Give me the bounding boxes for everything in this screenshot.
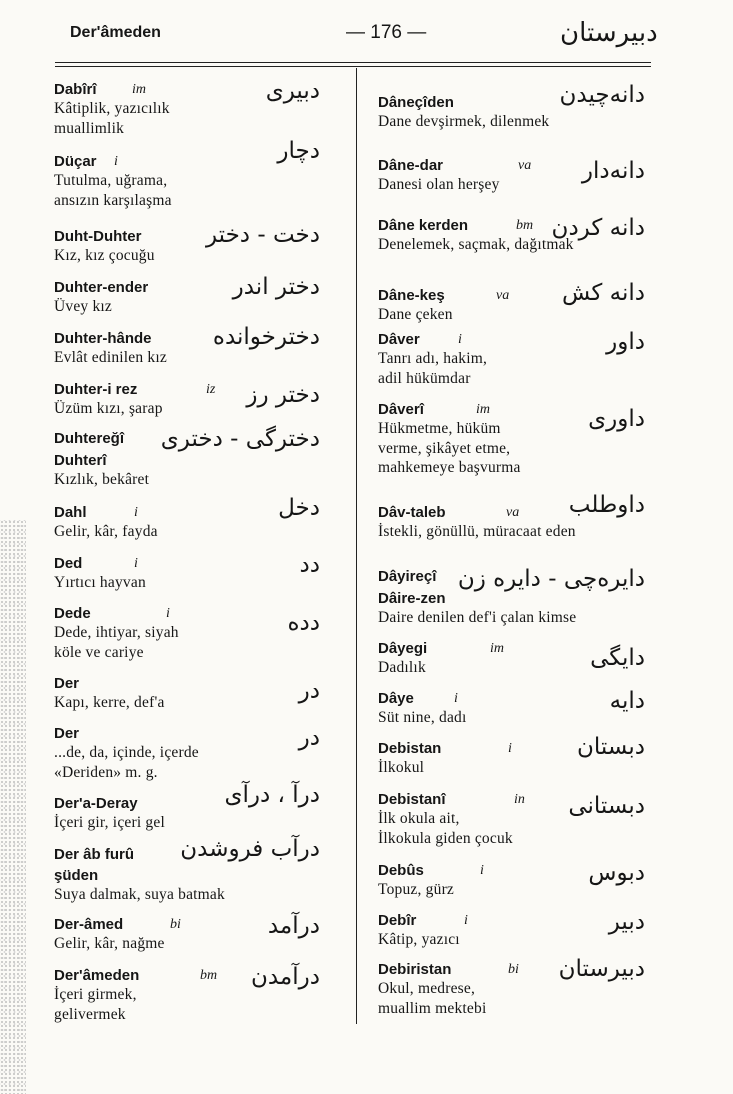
entry-headword-line [378,639,504,658]
entry-headword-line [378,400,521,419]
entry-arabic-script: دبيرى [265,78,320,104]
dictionary-entry [54,724,199,782]
dictionary-entry [378,911,468,950]
entry-pos: i [134,556,138,571]
dictionary-entry [54,152,172,210]
entry-definition: Dede, ihtiyar, siyah [54,624,179,641]
entry-headword-line [54,845,134,864]
entry-arabic-script: دختر اندر [232,274,320,300]
dictionary-entry [54,380,216,419]
entry-arabic-script: دخترگى - دخترى [160,426,320,452]
entry-arabic-script: دانه كش [562,280,645,306]
entry-pos: i [134,505,138,520]
dictionary-entry [54,451,149,490]
entry-definition: adil hükümdar [378,369,471,387]
entry-headword: Duhtereğî [54,430,125,447]
entry-definition: Gelir, kâr, fayda [54,523,158,540]
entry-headword: Debistanî [378,791,446,808]
entry-pos: va [518,158,532,173]
entry-definition: Tanrı adı, hakim, [378,350,488,367]
dictionary-entry [54,866,225,905]
entry-definition: Topuz, gürz [378,881,455,898]
entry-arabic-script: دخل [278,495,320,521]
entry-arabic-script: دد [299,552,320,578]
entry-pos: im [132,82,146,97]
dictionary-entry [54,278,148,317]
entry-arabic-script: دخت - دختر [205,222,320,248]
scan-speckle [0,520,26,1094]
header-rule-top [55,62,651,63]
entry-pos: im [490,641,504,656]
entry-headword: Duhter-i rez [54,381,138,398]
entry-arabic-script: درآب فروشدن [180,836,320,862]
entry-headword-line [54,866,225,885]
entry-pos: i [464,913,468,928]
dictionary-entry [378,93,549,132]
entry-headword: Dâyegi [378,640,428,657]
entry-definition: Dadılık [378,659,426,676]
entry-headword: Duht-Duhter [54,228,142,245]
entry-headword-line [378,960,519,979]
entry-definition: Yırtıcı hayvan [54,574,146,591]
entry-headword-line [54,329,167,348]
entry-headword-line [54,429,124,448]
entry-headword: Duhterî [54,452,107,469]
dictionary-entry [378,739,512,778]
dictionary-entry [378,960,519,1018]
entry-headword-line [378,216,574,235]
entry-pos: va [496,288,510,303]
dictionary-entry [378,400,521,478]
entry-pos: i [166,606,170,621]
entry-arabic-script: درآمدن [250,964,320,990]
entry-definition: köle ve cariye [54,643,144,661]
entry-pos: in [514,792,525,807]
entry-headword-line [378,739,512,758]
entry-headword: Dâye [378,690,414,707]
entry-headword: Dâneçîden [378,94,454,111]
entry-definition: Okul, medrese, [378,980,476,997]
entry-headword: şüden [54,867,99,884]
dictionary-entry [378,639,504,678]
entry-definition: muallimlik [54,119,125,137]
entry-headword-line [378,93,549,112]
entry-headword: Dede [54,605,91,622]
entry-definition: muallim mektebi [378,999,487,1017]
page-number: — 176 — [346,22,427,43]
entry-pos: i [480,863,484,878]
entry-definition: Süt nine, dadı [378,709,467,726]
entry-headword: Dâne kerden [378,217,469,234]
dictionary-entry [54,604,179,662]
entry-definition: verme, şikâyet etme, [378,439,511,457]
entry-pos: i [454,691,458,706]
entry-headword-line [54,794,165,813]
dictionary-entry [54,794,165,833]
entry-headword: Der [54,725,80,742]
entry-definition: Dane devşirmek, dilenmek [378,113,550,130]
entry-headword-line [54,674,165,693]
entry-arabic-script: درآ ، درآى [224,782,320,808]
entry-pos: im [476,402,490,417]
dictionary-entry [54,80,170,138]
entry-headword: Debistan [378,740,442,757]
dictionary-entry [54,503,158,542]
entry-headword: Der [54,675,80,692]
entry-definition: Denelemek, saçmak, dağıtmak [378,236,574,253]
entry-definition: Kâtiplik, yazıcılık [54,100,170,117]
entry-arabic-script: دانه‌چيدن [559,82,645,108]
entry-definition: Kız, kız çocuğu [54,247,155,264]
entry-definition: İçeri gir, içeri gel [54,814,165,831]
entry-definition: Suya dalmak, suya batmak [54,886,225,903]
entry-headword-line [54,80,170,99]
entry-arabic-script: دچار [277,138,320,164]
dictionary-entry [378,861,484,900]
entry-definition: Gelir, kâr, nağme [54,935,165,952]
entry-headword: Duhter-hânde [54,330,152,347]
entry-headword: Der'âmeden [54,967,140,984]
entry-headword: Der'a-Deray [54,795,138,812]
entry-headword: Der âb furû [54,846,135,863]
entry-headword-line [54,554,146,573]
entry-headword-line [54,724,199,743]
dictionary-entry [54,674,165,713]
entry-headword: Dâverî [378,401,424,418]
dictionary-entry [54,966,218,1024]
entry-pos: iz [206,382,216,397]
entry-arabic-script: داور [606,329,645,355]
entry-arabic-script: داوطلب [568,492,645,518]
entry-headword-line [378,589,576,608]
dictionary-entry [378,286,510,325]
dictionary-entry [54,845,134,864]
entry-headword: Dabîrî [54,81,97,98]
entry-definition: mahkemeye başvurma [378,459,521,476]
entry-arabic-script: داورى [588,406,645,432]
page-header [0,0,733,70]
entry-arabic-script: دبستان [576,734,645,760]
entry-arabic-script: در [298,678,320,704]
entry-headword-line [54,604,179,623]
entry-definition: İlk okula ait, [378,810,460,827]
entry-headword-line [54,278,148,297]
entry-arabic-script: دانه كردن [551,215,645,241]
entry-headword-line [378,567,436,586]
entry-definition: ansızın karşılaşma [54,191,172,209]
entry-headword: Debiristan [378,961,452,978]
entry-pos: i [114,154,118,169]
entry-definition: Üzüm kızı, şarap [54,400,163,417]
entry-arabic-script: دبيرستان [558,956,645,982]
entry-definition: Üvey kız [54,298,112,315]
entry-headword-line [54,503,158,522]
entry-headword-line [378,503,576,522]
entry-arabic-script: دخترخوانده [212,324,320,350]
entry-arabic-script: دايگى [590,645,645,671]
entry-arabic-script: در [298,725,320,751]
entry-definition: İlkokul [378,759,425,776]
entry-headword-line [54,451,149,470]
entry-definition: İçeri girmek, [54,986,137,1003]
entry-arabic-script: دايه [609,688,645,714]
entry-pos: va [506,505,520,520]
dictionary-entry [378,790,525,848]
entry-headword-line [54,915,181,934]
entry-headword-line [378,861,484,880]
entry-headword-line [378,790,525,809]
entry-pos: i [508,741,512,756]
entry-headword: Dâver [378,331,420,348]
header-rule-bottom [55,66,651,67]
entry-pos: bi [170,917,181,932]
entry-headword-line [378,911,468,930]
entry-headword: Düçar [54,153,97,170]
dictionary-entry [54,329,167,368]
entry-arabic-script: دبوس [588,860,645,886]
entry-headword: Debîr [378,912,417,929]
dictionary-entry [54,554,146,593]
entry-headword-line [378,286,510,305]
entry-definition: Tutulma, uğrama, [54,172,168,189]
entry-headword-line [378,330,487,349]
entry-pos: i [458,332,462,347]
entry-headword: Dâire-zen [378,590,446,607]
entry-arabic-script: دانه‌دار [581,158,645,184]
entry-pos: bm [200,968,218,983]
entry-headword-line [54,966,218,985]
entry-headword-line [378,689,466,708]
dictionary-entry [378,216,574,255]
entry-definition: Daire denilen def'i çalan kimse [378,609,577,626]
dictionary-entry [378,589,576,628]
entry-arabic-script: درآمد [267,913,320,939]
entry-pos: bm [516,218,534,233]
entry-definition: Kapı, kerre, def'a [54,694,165,711]
entry-definition: ...de, da, içinde, içerde [54,744,199,761]
entry-arabic-script: دبستانى [568,793,645,819]
entry-headword: Debûs [378,862,424,879]
entry-definition: «Deriden» m. g. [54,763,158,781]
entry-definition: İstekli, gönüllü, müracaat eden [378,523,576,540]
entry-definition: Kâtip, yazıcı [378,931,460,948]
entry-definition: gelivermek [54,1005,126,1023]
entry-definition: Danesi olan herşey [378,176,500,193]
entry-headword: Der-âmed [54,916,124,933]
entry-headword-line [54,380,216,399]
dictionary-entry [54,429,124,448]
entry-headword-line [378,156,532,175]
dictionary-entry [378,689,466,728]
entry-arabic-script: دده [287,610,320,636]
entry-arabic-script: دختر رز [246,382,320,408]
entry-headword-line [54,152,172,171]
entry-headword: Dâv-taleb [378,504,446,521]
entry-definition: Hükmetme, hüküm [378,420,501,437]
entry-headword: Dahl [54,504,87,521]
entry-definition: Evlât edinilen kız [54,349,167,366]
entry-headword: Dâyireçî [378,568,437,585]
entry-definition: İlkokula giden çocuk [378,829,513,847]
dictionary-entry [378,503,576,542]
dictionary-entry [378,156,532,195]
entry-definition: Dane çeken [378,306,453,323]
running-head-left: Der'âmeden [70,24,161,41]
entry-headword: Dâne-keş [378,287,445,304]
entry-arabic-script: دايره‌چى - دايره زن [457,566,645,592]
entry-pos: bi [508,962,519,977]
entry-arabic-script: دبير [608,909,645,935]
entry-headword: Duhter-ender [54,279,149,296]
entry-definition: Kızlık, bekâret [54,471,150,488]
entry-headword: Dâne-dar [378,157,444,174]
dictionary-entry [378,330,487,388]
dictionary-entry [54,915,181,954]
running-head-arabic: دبيرستان [560,18,658,48]
entry-headword-line [54,227,155,246]
dictionary-entry [54,227,155,266]
entry-headword: Ded [54,555,83,572]
dictionary-entry [378,567,436,586]
column-divider [356,68,357,1024]
